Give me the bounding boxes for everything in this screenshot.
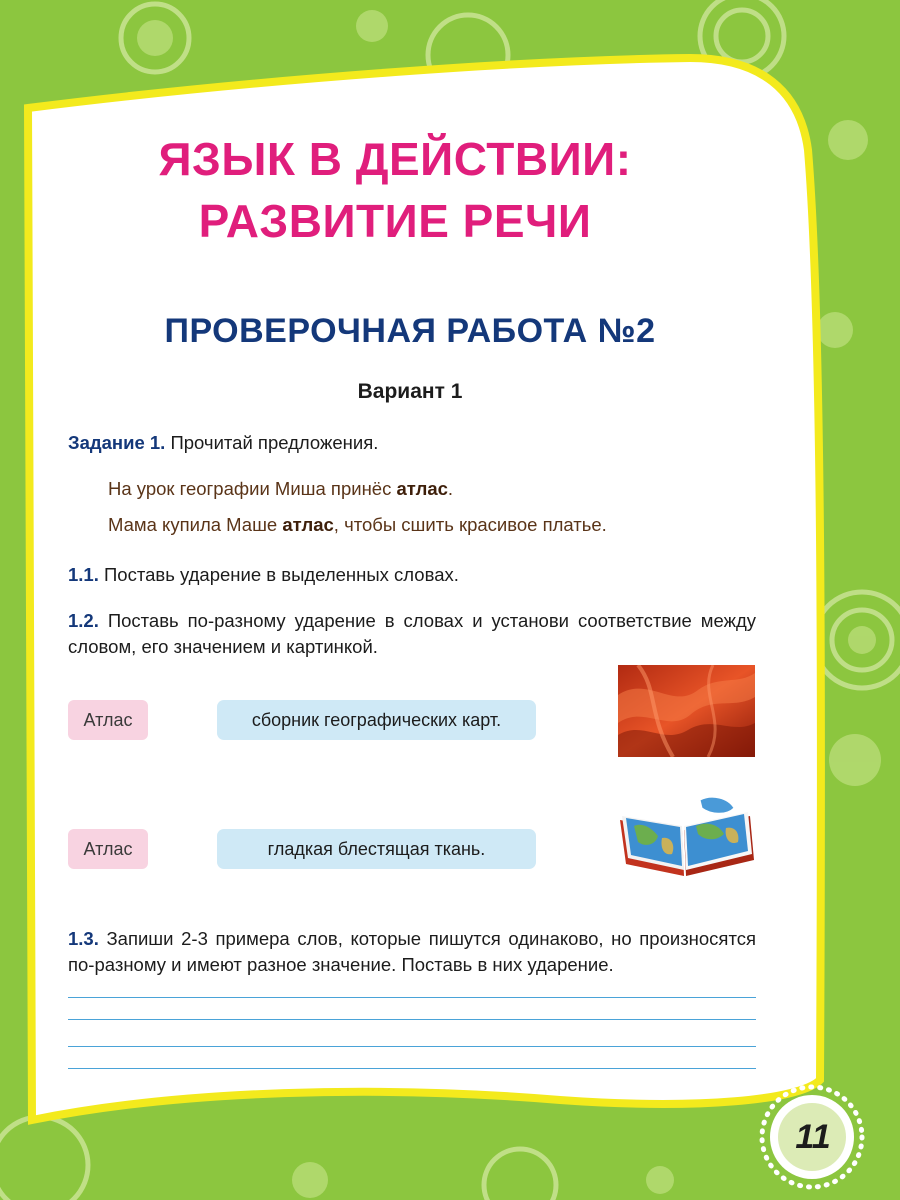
page-title [0,128,790,252]
word-chip-1: Атлас [68,700,148,740]
answer-line-1[interactable] [68,997,756,998]
task-1-heading [68,432,378,454]
task-1-label: Задание 1. [68,432,166,453]
task-1-text: Прочитай предложения. [165,432,379,453]
task-1-3 [68,926,756,978]
task-1-1 [68,564,459,586]
task-1-2-text: Поставь по-разному ударение в словах и установи соответствие между словом, его значением и картинкой. [68,610,756,657]
page-title-line-2: РАЗВИТИЕ РЕЧИ [198,195,592,247]
example-2-highlighted-word: атлас [282,514,334,535]
task-1-2 [68,608,756,660]
open-atlas-book-image [612,792,757,882]
example-1-text-before: На урок географии Миша принёс [108,478,397,499]
task-1-1-label: 1.1. [68,564,99,585]
variant-label: Вариант 1 [357,380,463,403]
example-2-text-before: Мама купила Маше [108,514,283,535]
task-1-3-label: 1.3. [68,928,99,949]
task-1-3-text: Запиши 2-3 примера слов, которые пишутся одинаково, но произносятся по-разному и имеют разное значение. Поставь в них ударение. [68,928,756,975]
example-1-highlighted-word: атлас [396,478,448,499]
example-sentence-1 [108,478,453,500]
example-2-text-after: , чтобы сшить красивое платье. [333,514,607,535]
section-title: ПРОВЕРОЧНАЯ РАБОТА №2 [164,312,656,350]
example-sentence-2 [108,514,607,536]
page-title-line-1: ЯЗЫК В ДЕЙСТВИИ: [158,133,632,185]
task-1-1-text: Поставь ударение в выделенных словах. [98,564,459,585]
answer-line-4[interactable] [68,1068,756,1069]
answer-line-2[interactable] [68,1019,756,1020]
answer-line-3[interactable] [68,1046,756,1047]
example-1-text-after: . [447,478,454,499]
word-chip-2: Атлас [68,829,148,869]
page-number: 11 [795,1118,831,1156]
meaning-chip-2: гладкая блестящая ткань. [217,829,536,869]
task-1-2-label: 1.2. [68,610,99,631]
red-silk-fabric-image [618,665,755,757]
meaning-chip-1: сборник географических карт. [217,700,536,740]
